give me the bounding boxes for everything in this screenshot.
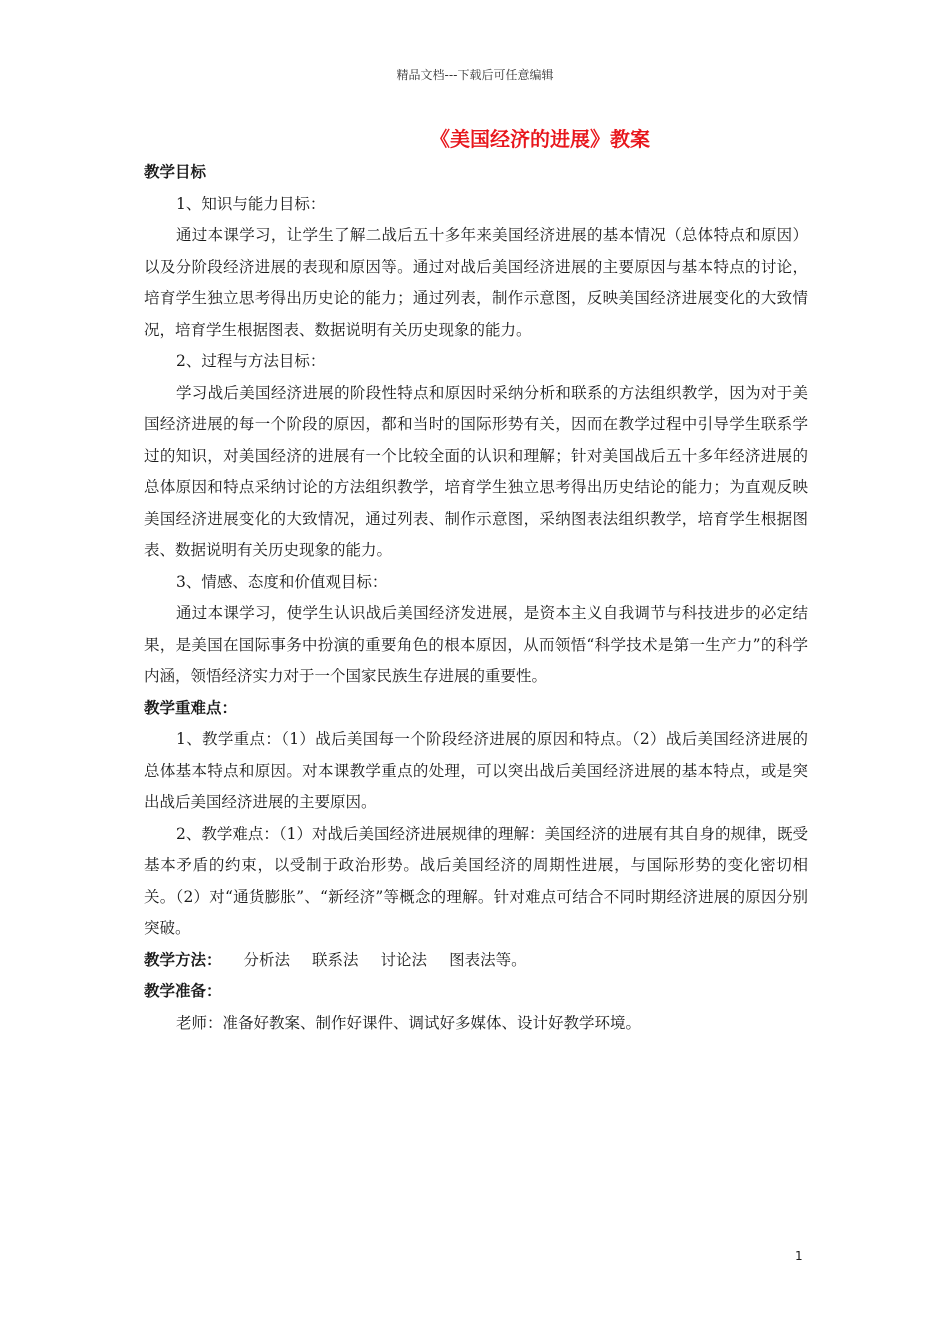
- method-item: 图表法等。: [449, 950, 527, 969]
- objective-2-text: 学习战后美国经济进展的阶段性特点和原因时采纳分析和联系的方法组织教学，因为对于美国经济进展的每一个阶段的原因，都和当时的国际形势有关，因而在教学过程中引导学生联系学过的知识，对美国经济的进展有一个比较全面的认识和理解；针对美国战后五十多年经济进展的总体原因和特点采纳讨论的方法组织教学，培育学生独立思考得出历史结论的能力；为直观反映美国经济进展变化的大致情况，通过列表、制作示意图，采纳图表法组织教学，培育学生根据图表、数据说明有关历史现象的能力。: [144, 383, 808, 559]
- methods-line: [144, 945, 808, 977]
- objective-1-title: 1、知识与能力目标：: [176, 194, 326, 213]
- document-body: [144, 157, 808, 1039]
- page-number: 1: [795, 1249, 803, 1263]
- key-points-heading: 教学重难点：: [144, 698, 238, 717]
- methods-heading: 教学方法：: [144, 950, 222, 969]
- objective-3-title: 3、情感、态度和价值观目标：: [176, 572, 388, 591]
- objectives-heading: 教学目标: [144, 163, 207, 181]
- preparation-heading: 教学准备：: [144, 982, 222, 1000]
- key-point-2: 2、教学难点：（1）对战后美国经济进展规律的理解：美国经济的进展有其自身的规律，既受基本矛盾的约束，以受制于政治形势。战后美国经济的周期性进展，与国际形势的变化密切相关。（2）对“通货膨胀”、“新经济”等概念的理解。针对难点可结合不同时期经济进展的原因分别突破。: [144, 824, 808, 937]
- preparation-text: 老师：准备好教案、制作好课件、调试好多媒体、设计好教学环境。: [176, 1013, 642, 1032]
- document-title: 《美国经济的进展》教案: [430, 127, 650, 151]
- objective-3-text: 通过本课学习，使学生认识战后美国经济发进展，是资本主义自我调节与科技进步的必定结果，是美国在国际事务中扮演的重要角色的根本原因，从而领悟“科学技术是第一生产力”的科学内涵，领悟经济实力对于一个国家民族生存进展的重要性。: [144, 604, 808, 685]
- method-item: 联系法: [312, 950, 359, 969]
- objective-1-text: 通过本课学习，让学生了解二战后五十多年来美国经济进展的基本情况（总体特点和原因）以及分阶段经济进展的表现和原因等。通过对战后美国经济进展的主要原因与基本特点的讨论，培育学生独立思考得出历史论的能力；通过列表，制作示意图，反映美国经济进展变化的大致情况，培育学生根据图表、数据说明有关历史现象的能力。: [144, 226, 808, 339]
- method-item: 讨论法: [380, 950, 428, 969]
- page-header: 精品文档---下载后可任意编辑: [396, 68, 554, 82]
- key-point-1: 1、教学重点：（1）战后美国每一个阶段经济进展的原因和特点。（2）战后美国经济进展的总体基本特点和原因。对本课教学重点的处理，可以突出战后美国经济进展的基本特点，或是突出战后美国经济进展的主要原因。: [144, 730, 808, 811]
- objective-2-title: 2、过程与方法目标：: [176, 352, 326, 370]
- method-item: 分析法: [243, 950, 291, 969]
